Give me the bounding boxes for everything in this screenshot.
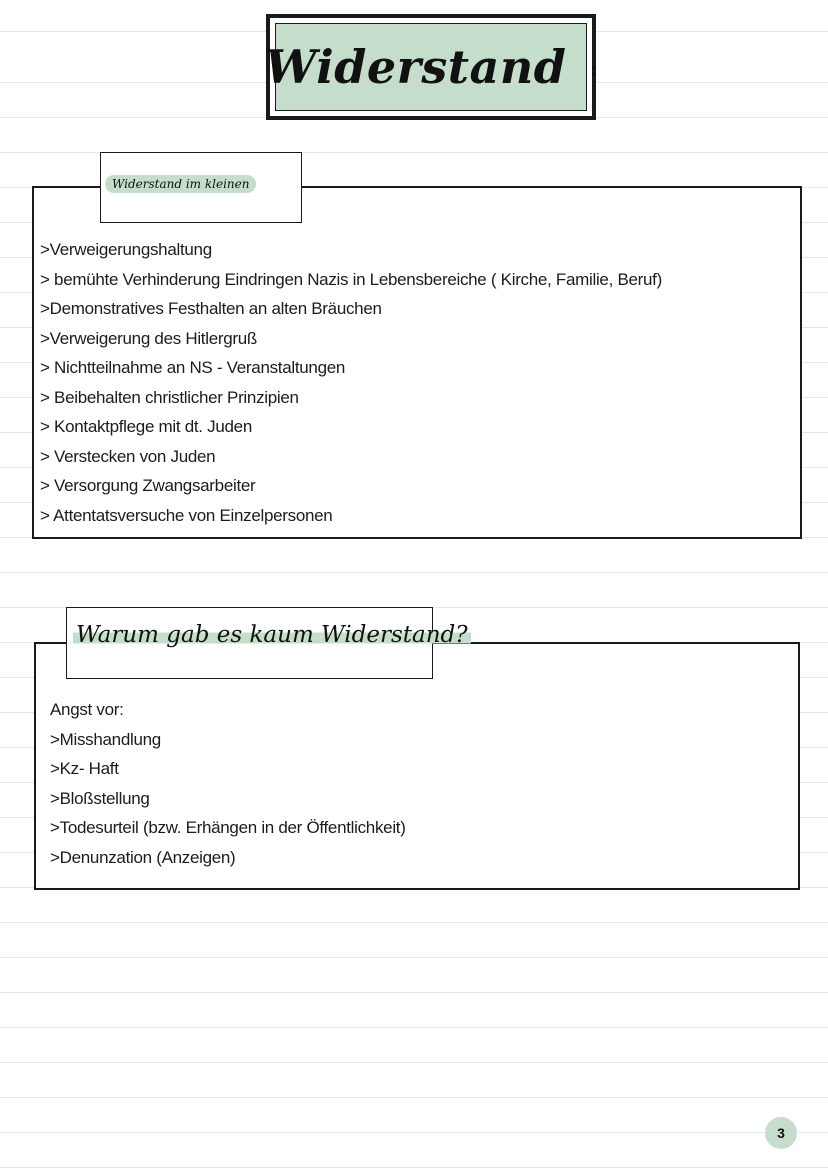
list-item: >Demonstratives Festhalten an alten Bräuchen xyxy=(40,299,382,318)
section-reasons-heading: Warum gab es kaum Widerstand? xyxy=(73,622,471,648)
list-item: > Kontaktpflege mit dt. Juden xyxy=(40,417,252,436)
resistance-list xyxy=(40,235,662,530)
list-item: >Todesurteil (bzw. Erhängen in der Öffentlichkeit) xyxy=(50,818,406,837)
list-item: >Kz- Haft xyxy=(50,759,119,778)
section-resistance-box xyxy=(32,186,802,539)
list-item: >Verweigerung des Hitlergruß xyxy=(40,328,257,348)
page-title: Widerstand xyxy=(264,40,567,94)
section-resistance-heading: Widerstand im kleinen xyxy=(105,175,256,193)
list-item: >Denunzation (Anzeigen) xyxy=(50,847,236,867)
list-item: > bemühte Verhinderung Eindringen Nazis in Lebensbereiche ( Kirche, Familie, Beruf) xyxy=(40,269,662,289)
list-item: > Verstecken von Juden xyxy=(40,446,216,466)
list-item: >Misshandlung xyxy=(50,729,161,749)
title-banner xyxy=(264,23,598,111)
section-reasons-label-box xyxy=(66,607,468,679)
list-item: > Versorgung Zwangsarbeiter xyxy=(40,476,256,495)
list-item: > Attentatsversuche von Einzelpersonen xyxy=(40,505,333,525)
title-card xyxy=(266,14,596,120)
section-reasons-box xyxy=(34,642,800,890)
title-colon: : xyxy=(590,59,598,81)
section-resistance-label-box xyxy=(100,152,302,223)
list-item: > Nichtteilnahme an NS - Veranstaltungen xyxy=(40,358,346,377)
list-item: >Verweigerungshaltung xyxy=(40,240,212,259)
list-item: >Bloßstellung xyxy=(50,788,150,808)
list-item: Angst vor: xyxy=(50,700,124,719)
reasons-list xyxy=(50,695,406,872)
list-item: > Beibehalten christlicher Prinzipien xyxy=(40,387,299,407)
page-number-badge: 3 xyxy=(765,1117,797,1149)
